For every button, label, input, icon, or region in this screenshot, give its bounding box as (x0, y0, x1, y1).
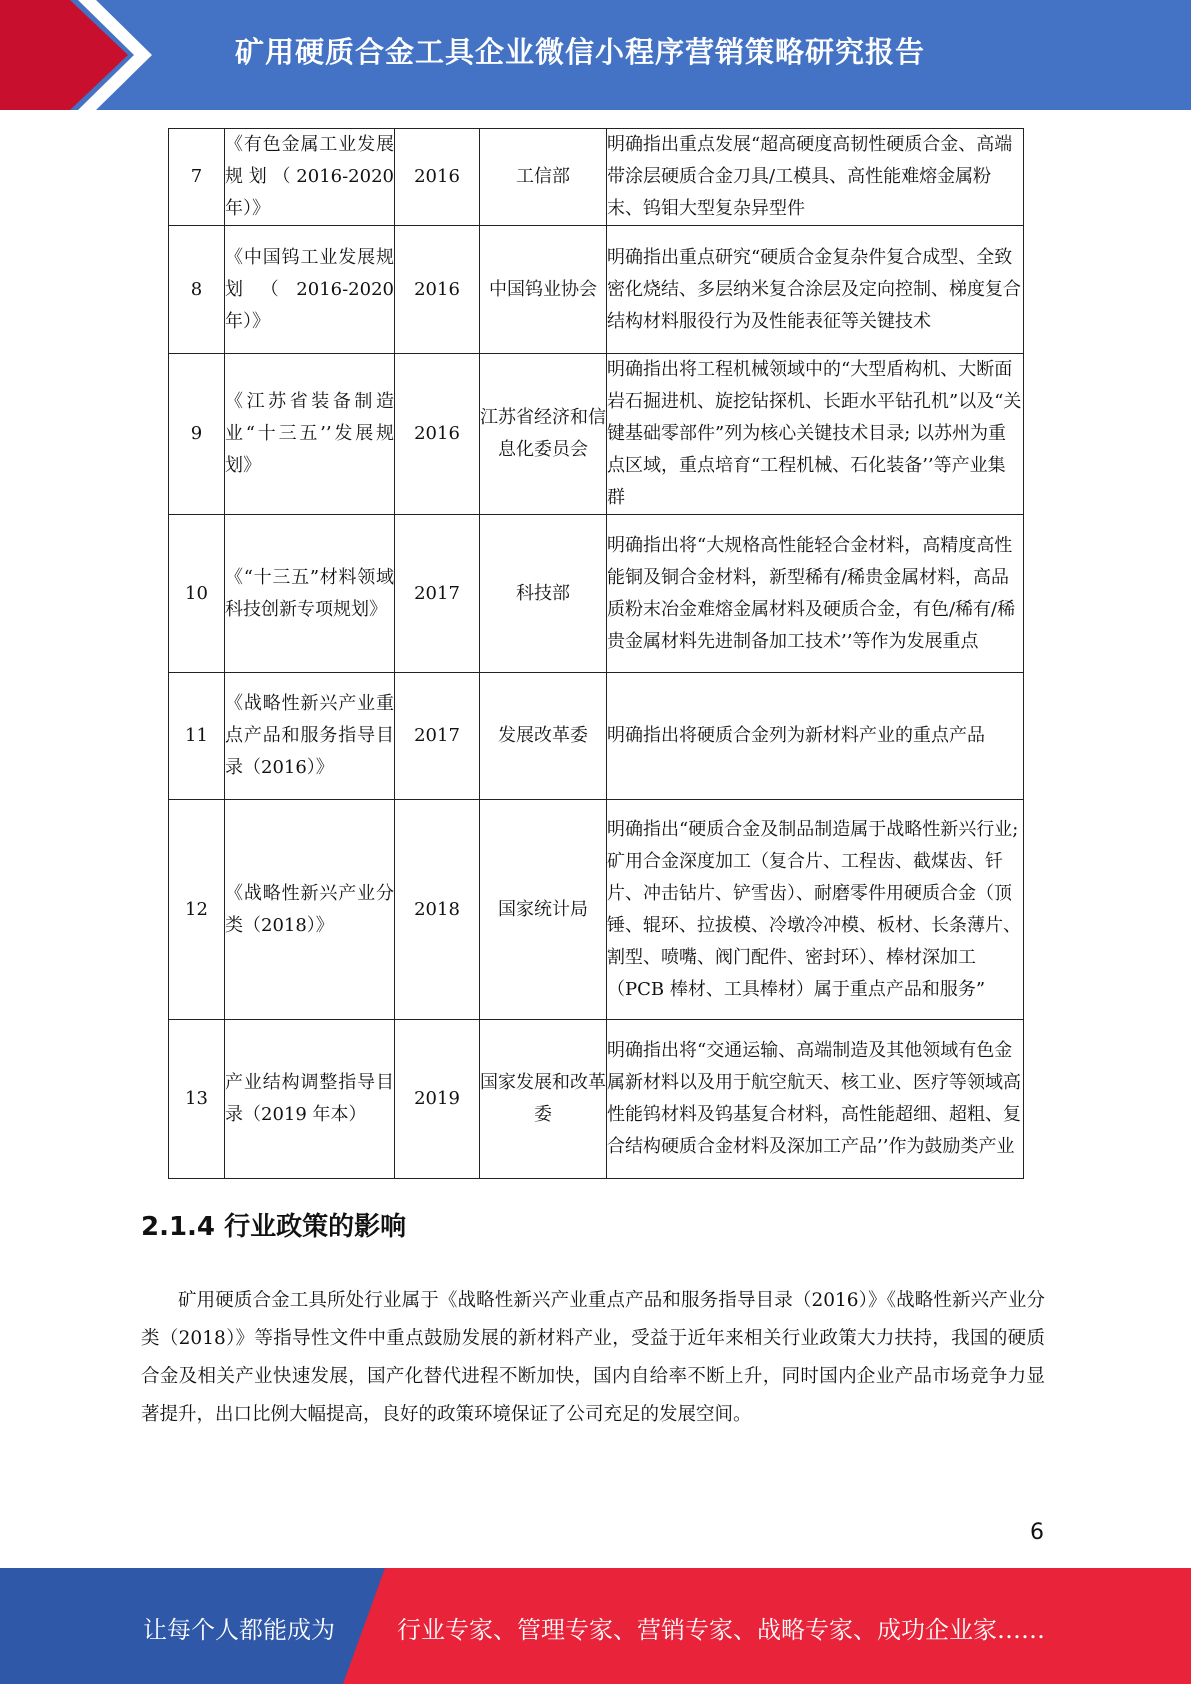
policy-name: 《有色金属工业发展规划（2016-2020 年）》 (225, 129, 395, 226)
policy-table (168, 128, 1024, 1179)
policy-name: 《中国钨工业发展规划（2016-2020 年）》 (225, 226, 395, 354)
policy-name: 《江苏省装备制造业“十三五’’发展规划》 (225, 354, 395, 515)
policy-department: 发展改革委 (480, 673, 607, 800)
policy-content: 明确指出将“大规格高性能轻合金材料，高精度高性能铜及铜合金材料，新型稀有/稀贵金属材料，高品质粉末冶金难熔金属材料及硬质合金，有色/稀有/稀贵金属材料先进制备加工技术’’等作为发展重点 (607, 515, 1024, 673)
policy-department: 中国钨业协会 (480, 226, 607, 354)
table-row (169, 354, 1024, 515)
row-number: 11 (169, 673, 225, 800)
policy-department: 江苏省经济和信息化委员会 (480, 354, 607, 515)
policy-department: 科技部 (480, 515, 607, 673)
policy-year: 2016 (395, 226, 480, 354)
policy-department: 工信部 (480, 129, 607, 226)
policy-content: 明确指出将“交通运输、高端制造及其他领域有色金属新材料以及用于航空航天、核工业、医疗等领域高性能钨材料及钨基复合材料，高性能超细、超粗、复合结构硬质合金材料及深加工产品’’作为鼓励类产业 (607, 1020, 1024, 1179)
table-row (169, 129, 1024, 226)
row-number: 12 (169, 800, 225, 1020)
section-paragraph: 矿用硬质合金工具所处行业属于《战略性新兴产业重点产品和服务指导目录（2016）》《战略性新兴产业分类（2018）》等指导性文件中重点鼓励发展的新材料产业，受益于近年来相关行业政策大力扶持，我国的硬质合金及相关产业快速发展，国产化替代进程不断加快，国内自给率不断上升，同时国内企业产品市场竞争力显著提升，出口比例大幅提高，良好的政策环境保证了公司充足的发展空间。 (141, 1290, 1045, 1425)
report-title: 矿用硬质合金工具企业微信小程序营销策略研究报告 (235, 35, 926, 69)
footer-slogan-left: 让每个人都能成为 (143, 1616, 335, 1644)
policy-content: 明确指出“硬质合金及制品制造属于战略性新兴行业; 矿用合金深度加工（复合片、工程齿、截煤齿、钎片、冲击钻片、铲雪齿）、耐磨零件用硬质合金（顶锤、辊环、拉拔模、冷墩冷冲模、板材、长条薄片、割型、喷嘴、阀门配件、密封环）、棒材深加工（PCB 棒材、工具棒材）属于重点产品和服务” (607, 800, 1024, 1020)
policy-year: 2016 (395, 129, 480, 226)
policy-name: 《战略性新兴产业重点产品和服务指导目录（2016）》 (225, 673, 395, 800)
header-red-arrow (0, 0, 150, 110)
policy-name: 《“十三五”材料领域科技创新专项规划》 (225, 515, 395, 673)
policy-name: 产业结构调整指导目录（2019 年本） (225, 1020, 395, 1179)
policy-year: 2017 (395, 515, 480, 673)
policy-content: 明确指出将硬质合金列为新材料产业的重点产品 (607, 673, 1024, 800)
page-footer (0, 1568, 1191, 1684)
page-number: 6 (1030, 1520, 1044, 1545)
row-number: 7 (169, 129, 225, 226)
table-row (169, 673, 1024, 800)
row-number: 13 (169, 1020, 225, 1179)
policy-department: 国家发展和改革委 (480, 1020, 607, 1179)
page-header (0, 0, 1191, 110)
table-row (169, 1020, 1024, 1179)
policy-department: 国家统计局 (480, 800, 607, 1020)
policy-year: 2018 (395, 800, 480, 1020)
section-heading: 2.1.4 行业政策的影响 (141, 1212, 407, 1242)
table-row (169, 226, 1024, 354)
policy-year: 2017 (395, 673, 480, 800)
row-number: 8 (169, 226, 225, 354)
footer-slogan-right: 行业专家、管理专家、营销专家、战略专家、成功企业家…… (397, 1616, 1045, 1644)
row-number: 10 (169, 515, 225, 673)
policy-year: 2019 (395, 1020, 480, 1179)
policy-name: 《战略性新兴产业分类（2018）》 (225, 800, 395, 1020)
policy-content: 明确指出将工程机械领域中的“大型盾构机、大断面岩石掘进机、旋挖钻探机、长距水平钻孔机”以及“关键基础零部件”列为核心关键技术目录; 以苏州为重点区域，重点培育“工程机械、石化装备’’等产业集群 (607, 354, 1024, 515)
table-row (169, 800, 1024, 1020)
policy-content: 明确指出重点发展“超高硬度高韧性硬质合金、高端带涂层硬质合金刀具/工模具、高性能难熔金属粉末、钨钼大型复杂异型件 (607, 129, 1024, 226)
table-row (169, 515, 1024, 673)
policy-year: 2016 (395, 354, 480, 515)
policy-content: 明确指出重点研究“硬质合金复杂件复合成型、全致密化烧结、多层纳米复合涂层及定向控制、梯度复合结构材料服役行为及性能表征等关键技术 (607, 226, 1024, 354)
row-number: 9 (169, 354, 225, 515)
